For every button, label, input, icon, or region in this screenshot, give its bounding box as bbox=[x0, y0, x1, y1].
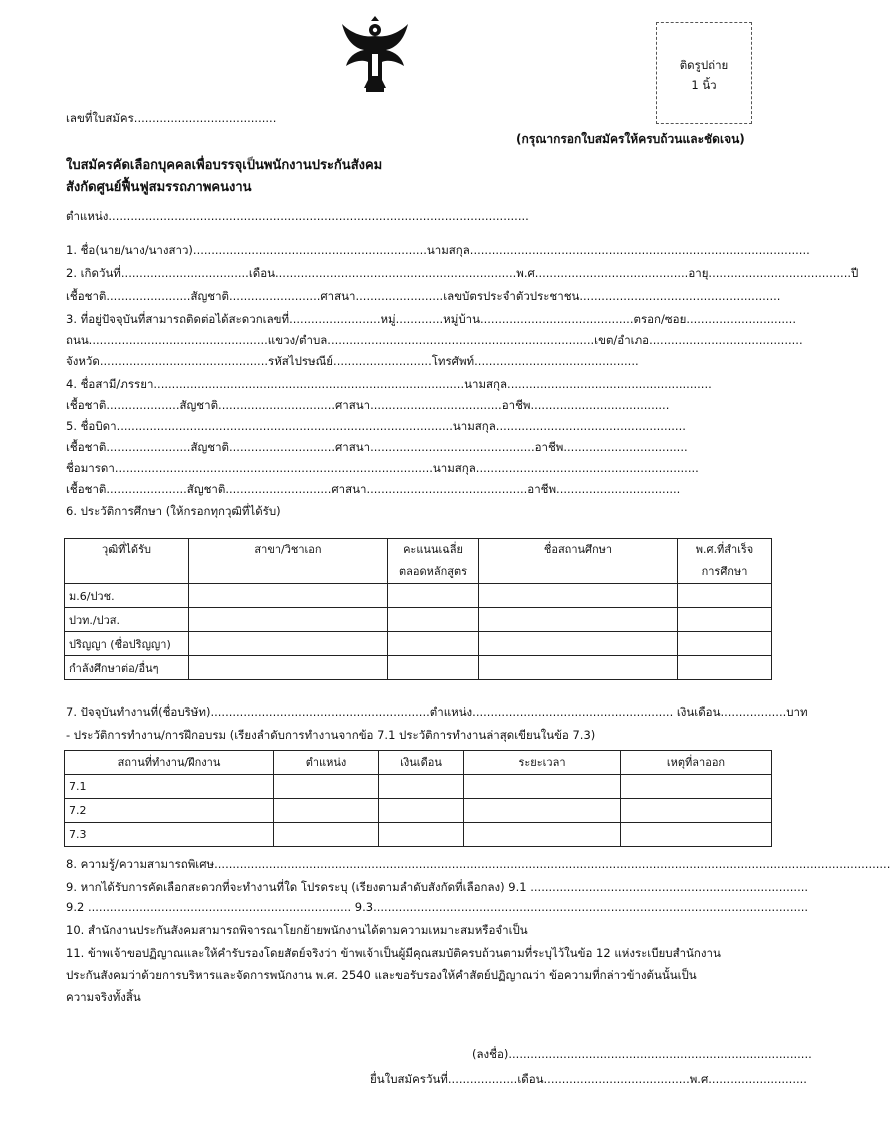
birth-date-field[interactable]: 2. เกิดวันที่...................................เดือน..................................................................พ.ศ..........................................อายุ.......................................ปี bbox=[66, 266, 859, 280]
work-cell[interactable] bbox=[379, 799, 464, 823]
edu-cell[interactable] bbox=[189, 632, 388, 656]
preferred-workplace-2-3-field[interactable]: 9.2 ........................................................................ 9.3....................................................................................................................... bbox=[66, 900, 809, 914]
preferred-workplace-field[interactable]: 9. หากได้รับการคัดเลือกสะดวกที่จะทำงานที่ใด โปรดระบุ (เรียงตามลำดับสังกัดที่เลือกลง) 9.1 ............................................................................ bbox=[66, 880, 809, 894]
spouse-name-field[interactable]: 4. ชื่อสามี/ภรรยา.....................................................................................นามสกุล........................................................ bbox=[66, 377, 712, 391]
edu-cell[interactable] bbox=[388, 656, 479, 680]
work-row-label: 7.1 bbox=[65, 775, 274, 799]
edu-cell[interactable] bbox=[388, 584, 479, 608]
signature-field[interactable]: (ลงชื่อ)................................................................................... bbox=[472, 1047, 812, 1061]
edu-row-label: ม.6/ปวช. bbox=[65, 584, 189, 608]
edu-cell[interactable] bbox=[388, 608, 479, 632]
fill-notice: (กรุณากรอกใบสมัครให้ครบถ้วนและชัดเจน) bbox=[516, 132, 745, 146]
edu-cell[interactable] bbox=[678, 632, 772, 656]
edu-cell[interactable] bbox=[678, 608, 772, 632]
work-cell[interactable] bbox=[464, 775, 621, 799]
work-cell[interactable] bbox=[621, 823, 772, 847]
work-header-position: ตำแหน่ง bbox=[274, 751, 379, 775]
declaration-line1: 11. ข้าพเจ้าขอปฏิญาณและให้คำรับรองโดยสัตย์จริงว่า ข้าพเจ้าเป็นผู้มีคุณสมบัติครบถ้วนตามที่ระบุไว้ในข้อ 12 แห่งระเบียบสำนักงาน bbox=[66, 946, 721, 960]
work-row-label: 7.2 bbox=[65, 799, 274, 823]
edu-header-gpa-line2: ตลอดหลักสูตร bbox=[398, 565, 468, 578]
edu-cell[interactable] bbox=[479, 656, 678, 680]
edu-header-year bbox=[678, 539, 772, 584]
edu-header-major: สาขา/วิชาเอก bbox=[189, 539, 388, 584]
form-title: ใบสมัครคัดเลือกบุคคลเพื่อบรรจุเป็นพนักงานประกันสังคม bbox=[66, 158, 383, 173]
work-header-reason: เหตุที่ลาออก bbox=[621, 751, 772, 775]
work-row-label: 7.3 bbox=[65, 823, 274, 847]
road-field[interactable]: ถนน.................................................แขวง/ตำบล.........................................................................เขต/อำเภอ.......................................... bbox=[66, 333, 803, 347]
photo-box bbox=[656, 22, 752, 124]
table-row bbox=[65, 632, 772, 656]
work-header-salary: เงินเดือน bbox=[379, 751, 464, 775]
photo-label: ติดรูปถ่าย bbox=[679, 58, 729, 72]
work-cell[interactable] bbox=[621, 775, 772, 799]
garuda-emblem-icon bbox=[340, 18, 410, 94]
work-cell[interactable] bbox=[274, 775, 379, 799]
nationality-field[interactable]: เชื้อชาติ.......................สัญชาติ.........................ศาสนา........................เลขบัตรประจำตัวประชาชน....................................................... bbox=[66, 289, 781, 303]
edu-cell[interactable] bbox=[189, 584, 388, 608]
edu-row-label: กำลังศึกษาต่อ/อื่นๆ bbox=[65, 656, 189, 680]
work-cell[interactable] bbox=[274, 823, 379, 847]
education-table bbox=[64, 538, 772, 680]
edu-row-label: ปวท./ปวส. bbox=[65, 608, 189, 632]
transfer-consent-text: 10. สำนักงานประกันสังคมสามารถพิจารณาโยกย้ายพนักงานได้ตามความเหมาะสมหรือจำเป็น bbox=[66, 923, 528, 937]
work-cell[interactable] bbox=[379, 823, 464, 847]
edu-cell[interactable] bbox=[189, 656, 388, 680]
table-row bbox=[65, 656, 772, 680]
edu-cell[interactable] bbox=[189, 608, 388, 632]
edu-header-school: ชื่อสถานศึกษา bbox=[479, 539, 678, 584]
table-row bbox=[65, 608, 772, 632]
province-field[interactable]: จังหวัด..............................................รหัสไปรษณีย์...........................โทรศัพท์............................................. bbox=[66, 354, 639, 368]
address-field[interactable]: 3. ที่อยู่ปัจจุบันที่สามารถติดต่อได้สะดวกเลขที่.........................หมู่.............หมู่บ้าน..........................................ตรอก/ซอย.............................. bbox=[66, 312, 796, 326]
mother-details-field[interactable]: เชื้อชาติ......................สัญชาติ.............................ศาสนา............................................อาชีพ.................................. bbox=[66, 482, 681, 496]
edu-header-year-line1: พ.ศ.ที่สำเร็จ bbox=[695, 543, 754, 556]
edu-header-gpa bbox=[388, 539, 479, 584]
edu-header-gpa-line1: คะแนนเฉลี่ย bbox=[403, 543, 463, 556]
form-subtitle: สังกัดศูนย์ฟื้นฟูสมรรถภาพคนงาน bbox=[66, 180, 252, 195]
table-row bbox=[65, 775, 772, 799]
father-name-field[interactable]: 5. ชื่อบิดา............................................................................................นามสกุล.................................................... bbox=[66, 419, 686, 433]
declaration-line3: ความจริงทั้งสิ้น bbox=[66, 990, 141, 1004]
work-cell[interactable] bbox=[379, 775, 464, 799]
edu-row-label: ปริญญา (ชื่อปริญญา) bbox=[65, 632, 189, 656]
edu-header-year-line2: การศึกษา bbox=[701, 565, 748, 578]
father-details-field[interactable]: เชื้อชาติ.......................สัญชาติ.............................ศาสนา.............................................อาชีพ.................................. bbox=[66, 440, 688, 454]
table-row bbox=[65, 799, 772, 823]
education-heading: 6. ประวัติการศึกษา (ให้กรอกทุกวุฒิที่ได้รับ) bbox=[66, 504, 281, 518]
work-cell[interactable] bbox=[274, 799, 379, 823]
work-header-place: สถานที่ทำงาน/ฝึกงาน bbox=[65, 751, 274, 775]
photo-size: 1 นิ้ว bbox=[691, 78, 717, 92]
edu-cell[interactable] bbox=[678, 656, 772, 680]
edu-cell[interactable] bbox=[388, 632, 479, 656]
special-skills-field[interactable]: 8. ความรู้/ความสามารถพิเศษ......................................................................................................................................................................................... bbox=[66, 857, 890, 871]
edu-cell[interactable] bbox=[479, 608, 678, 632]
application-date-field[interactable]: ยื่นใบสมัครวันที่...................เดือน........................................พ.ศ........................... bbox=[370, 1072, 807, 1086]
table-row bbox=[65, 823, 772, 847]
edu-cell[interactable] bbox=[678, 584, 772, 608]
position-field[interactable]: ตำแหน่ง................................................................................................................... bbox=[66, 209, 529, 223]
spouse-details-field[interactable]: เชื้อชาติ....................สัญชาติ................................ศาสนา....................................อาชีพ...................................... bbox=[66, 398, 670, 412]
mother-name-field[interactable]: ชื่อมารดา.......................................................................................นามสกุล............................................................. bbox=[66, 461, 699, 475]
work-cell[interactable] bbox=[621, 799, 772, 823]
work-history-note: - ประวัติการทำงาน/การฝึกอบรม (เรียงลำดับการทำงานจากข้อ 7.1 ประวัติการทำงานล่าสุดเขียนในข้อ 7.3) bbox=[66, 728, 596, 742]
name-field[interactable]: 1. ชื่อ(นาย/นาง/นางสาว)................................................................นามสกุล............................................................................................. bbox=[66, 243, 810, 257]
table-row bbox=[65, 584, 772, 608]
edu-header-degree: วุฒิที่ได้รับ bbox=[65, 539, 189, 584]
work-cell[interactable] bbox=[464, 823, 621, 847]
work-history-table bbox=[64, 750, 772, 847]
current-job-field[interactable]: 7. ปัจจุบันทำงานที่(ชื่อบริษัท)............................................................ตำแหน่ง....................................................... เงินเดือน..................บาท bbox=[66, 705, 808, 719]
application-number-field[interactable]: เลขที่ใบสมัคร....................................... bbox=[66, 111, 277, 125]
edu-cell[interactable] bbox=[479, 632, 678, 656]
declaration-line2: ประกันสังคมว่าด้วยการบริหารและจัดการพนักงาน พ.ศ. 2540 และขอรับรองให้คำสัตย์ปฏิญาณว่า ข้อความที่กล่าวข้างต้นนั้นเป็น bbox=[66, 968, 697, 982]
work-header-period: ระยะเวลา bbox=[464, 751, 621, 775]
work-cell[interactable] bbox=[464, 799, 621, 823]
edu-cell[interactable] bbox=[479, 584, 678, 608]
